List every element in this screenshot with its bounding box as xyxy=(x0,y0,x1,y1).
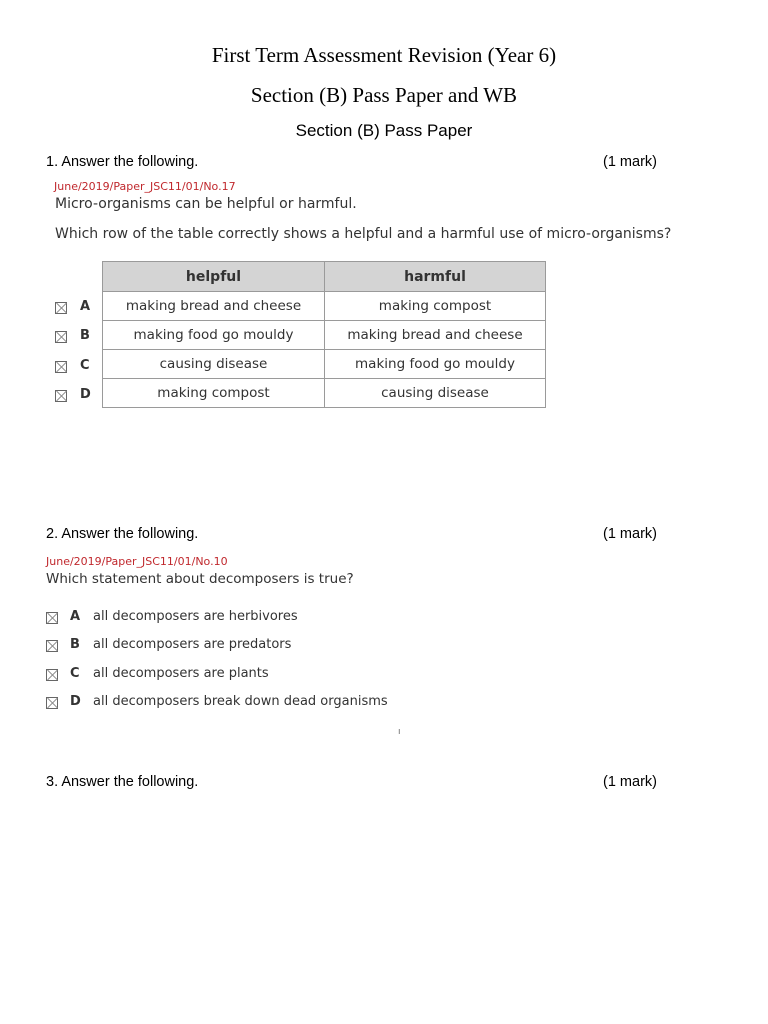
question-2-stem: Which statement about decomposers is true? xyxy=(46,571,354,587)
option-d-text: all decomposers break down dead organisms xyxy=(93,694,388,709)
stray-mark: ı xyxy=(398,726,401,736)
question-2-heading: 2. Answer the following. xyxy=(46,526,199,542)
column-header-helpful: helpful xyxy=(103,262,325,292)
column-header-harmful: harmful xyxy=(325,262,546,292)
table-row xyxy=(103,292,546,321)
table-cell-harmful: making compost xyxy=(325,292,546,321)
option-b-checkbox[interactable] xyxy=(55,331,67,343)
question-2-marks: (1 mark) xyxy=(603,526,657,542)
option-a-checkbox[interactable] xyxy=(46,612,58,624)
table-header-row xyxy=(103,262,546,292)
question-1-reference: June/2019/Paper_JSC11/01/No.17 xyxy=(54,180,236,193)
table-cell-harmful: causing disease xyxy=(325,379,546,408)
option-c-checkbox[interactable] xyxy=(46,669,58,681)
question-2-reference: June/2019/Paper_JSC11/01/No.10 xyxy=(46,555,228,568)
option-c-text: all decomposers are plants xyxy=(93,666,269,681)
option-c-checkbox[interactable] xyxy=(55,361,67,373)
question-1-stem-2: Which row of the table correctly shows a helpful and a harmful use of micro-organisms? xyxy=(55,226,672,242)
option-b-letter: B xyxy=(80,328,90,343)
question-3-heading: 3. Answer the following. xyxy=(46,774,199,790)
option-c-letter: C xyxy=(70,666,80,681)
table-row xyxy=(103,321,546,350)
option-d-letter: D xyxy=(70,694,81,709)
option-c-letter: C xyxy=(80,358,90,373)
option-b-letter: B xyxy=(70,637,80,652)
table-cell-helpful: causing disease xyxy=(103,350,325,379)
option-a-text: all decomposers are herbivores xyxy=(93,609,298,624)
question-1-table xyxy=(102,261,546,408)
question-3-marks: (1 mark) xyxy=(603,774,657,790)
option-b-checkbox[interactable] xyxy=(46,640,58,652)
section-title: Section (B) Pass Paper and WB xyxy=(250,83,518,107)
option-a-letter: A xyxy=(80,299,91,314)
option-a-letter: A xyxy=(70,609,81,624)
option-d-letter: D xyxy=(80,387,91,402)
table-row xyxy=(103,350,546,379)
option-d-checkbox[interactable] xyxy=(46,697,58,709)
option-b-text: all decomposers are predators xyxy=(93,637,292,652)
table-cell-helpful: making bread and cheese xyxy=(103,292,325,321)
question-1-heading: 1. Answer the following. xyxy=(46,154,199,170)
question-1-marks: (1 mark) xyxy=(603,154,657,170)
table-cell-harmful: making food go mouldy xyxy=(325,350,546,379)
table-cell-harmful: making bread and cheese xyxy=(325,321,546,350)
table-row xyxy=(103,379,546,408)
option-d-checkbox[interactable] xyxy=(55,390,67,402)
option-a-checkbox[interactable] xyxy=(55,302,67,314)
table-cell-helpful: making food go mouldy xyxy=(103,321,325,350)
section-subtitle: Section (B) Pass Paper xyxy=(295,121,473,140)
page-title: First Term Assessment Revision (Year 6) xyxy=(211,43,557,67)
table-cell-helpful: making compost xyxy=(103,379,325,408)
question-1-stem-1: Micro-organisms can be helpful or harmful. xyxy=(55,196,357,212)
